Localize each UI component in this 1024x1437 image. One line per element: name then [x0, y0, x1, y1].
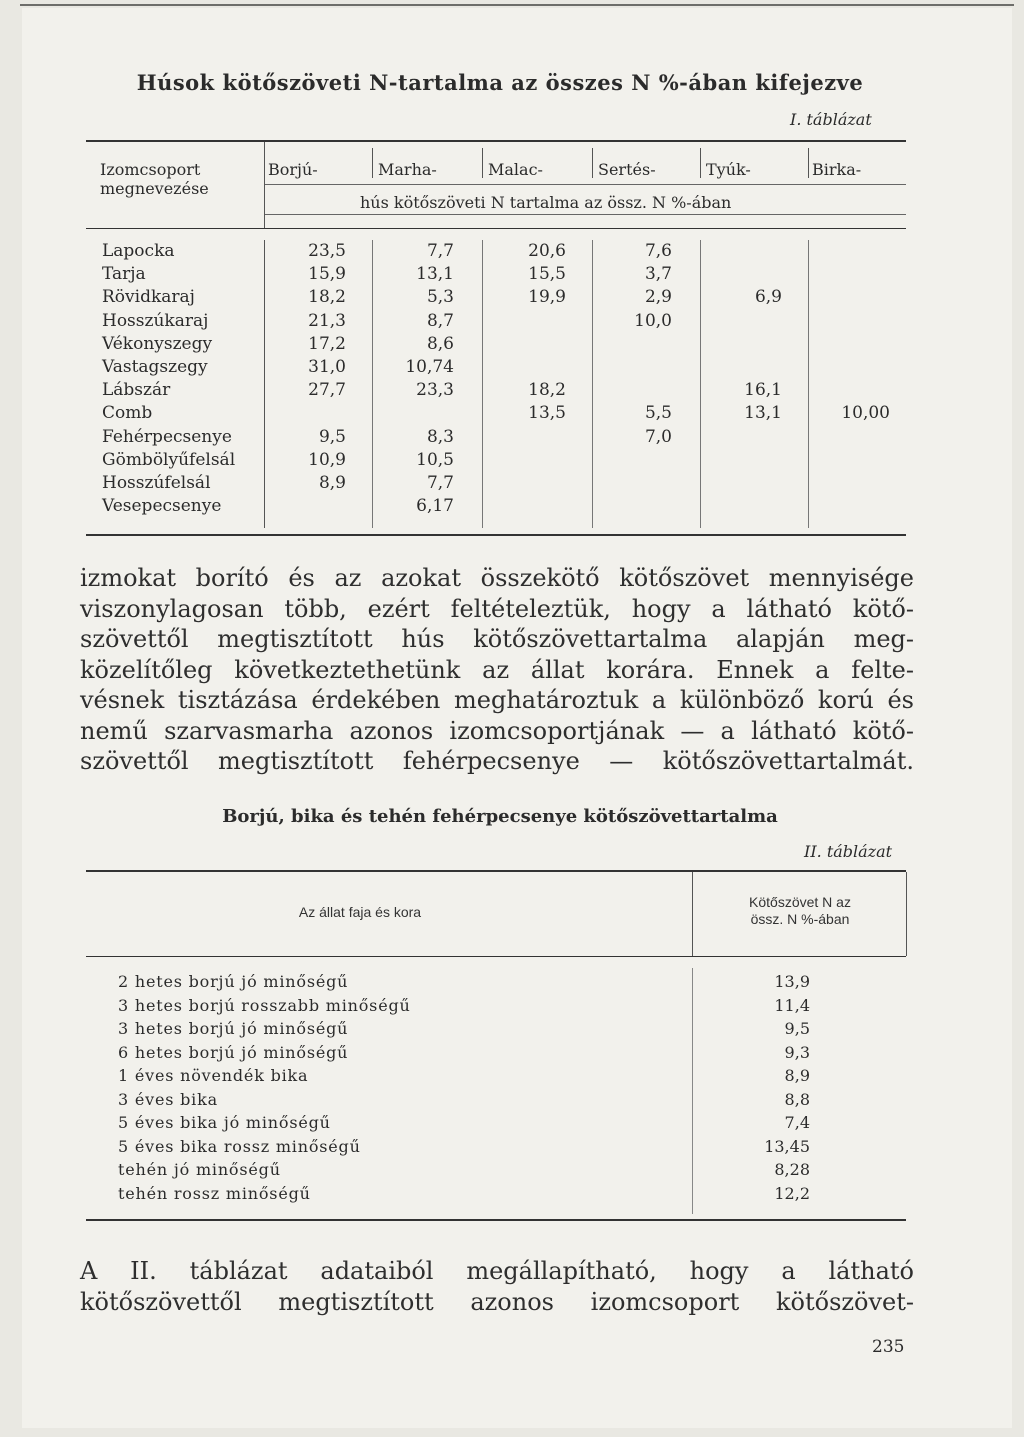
table1-row-label: Comb [102, 403, 153, 424]
table1-cell: 31,0 [308, 357, 346, 377]
table2-row-label: 2 hetes borjú jó minőségű [118, 972, 349, 991]
table1-rowheader: Izomcsoport megnevezése [100, 160, 209, 198]
vline [592, 148, 593, 178]
paragraph-line: szövettől megtisztított fehérpecsenye — kötőszövettartalmát. [80, 747, 914, 775]
vline [700, 240, 701, 528]
table1-cell: 8,6 [426, 333, 454, 354]
page-number: 235 [872, 1337, 905, 1357]
table1-cell: 23,5 [308, 241, 346, 261]
paragraph-line: viszonylagosan több, ezért feltételeztük, hogy a látható kötő- [80, 594, 914, 623]
table1-cell: 5,5 [644, 403, 672, 424]
table2-row-label: 5 éves bika jó minőségű [118, 1113, 331, 1132]
vline [592, 240, 593, 528]
col-header-borju: Borjú- [268, 160, 318, 179]
table2-row-label: 3 hetes borjú jó minőségű [118, 1019, 349, 1038]
table1-cell: 5,3 [426, 287, 454, 308]
table1-subheader-rule-2 [264, 214, 906, 215]
table2-row-value: 13,45 [764, 1136, 810, 1156]
vline [372, 240, 373, 528]
table2-row-label: 6 hetes borjú jó minőségű [118, 1042, 349, 1062]
table1-row-label: Rövidkaraj [102, 287, 195, 308]
table1-cell: 17,2 [308, 333, 346, 354]
table1-cell: 3,7 [644, 264, 672, 285]
vline [482, 240, 483, 528]
table1-cell: 6,9 [754, 287, 782, 308]
table1-cell: 16,1 [744, 380, 782, 401]
table2-row-label: 3 éves bika [118, 1089, 218, 1109]
table2-caption: II. táblázat [804, 842, 893, 861]
table1-top-rule [86, 140, 906, 142]
table2-row-label: 1 éves növendék bika [118, 1066, 309, 1085]
table1-bottom-rule [86, 534, 906, 536]
table1-cell: 9,5 [318, 426, 346, 447]
table2-col2-header-line1: Kötőszövet N az [749, 894, 851, 910]
table2-row-value: 13,9 [774, 972, 810, 991]
paragraph-line: izmokat borító és az azokat összekötő kötőszövet mennyisége [80, 564, 914, 592]
table1-row-label: Tarja [102, 264, 146, 285]
table1-row-label: Hosszúkaraj [102, 310, 209, 331]
paragraph-2 [80, 1256, 914, 1317]
table2-top-rule [86, 870, 906, 872]
table2-row-value: 8,28 [774, 1160, 810, 1179]
vline [808, 240, 809, 528]
table1-subheader-rule [264, 184, 906, 185]
table2-row-value: 9,5 [784, 1019, 810, 1038]
table2-title: Borjú, bika és tehén fehérpecsenye kötőszövettartalma [222, 806, 778, 827]
table1-cell: 18,2 [308, 287, 346, 308]
paragraph-line: A II. táblázat adataiból megállapítható, hogy a látható [80, 1257, 914, 1285]
table1-cell: 10,0 [634, 310, 672, 331]
table1-cell: 6,17 [416, 496, 454, 517]
table2-row-value: 9,3 [784, 1042, 810, 1062]
table1-cell: 15,9 [308, 264, 346, 285]
table1-header-rule [86, 228, 906, 229]
table2-row-label: 5 éves bika rossz minőségű [118, 1136, 361, 1156]
paragraph-line: vésnek tisztázása érdekében meghatároztuk a különböző korú és [80, 686, 914, 714]
table1-cell: 10,5 [416, 449, 454, 470]
table1-row-label: Vastagszegy [102, 357, 208, 377]
table1-cell: 13,5 [528, 403, 566, 424]
paragraph-line: kötőszövettől megtisztított azonos izomcsoport kötőszövet- [80, 1287, 914, 1316]
table1-subheader: hús kötőszöveti N tartalma az össz. N %-ában [360, 193, 732, 212]
col-header-malac: Malac- [488, 160, 543, 179]
table1-cell: 19,9 [528, 287, 566, 308]
paragraph-1 [80, 563, 914, 777]
table2-bottom-rule [86, 1219, 906, 1221]
col-header-tyuk: Tyúk- [706, 160, 751, 179]
paragraph-line: szövettől megtisztított hús kötőszövettartalma alapján meg- [80, 625, 914, 653]
table1-row-label: Lábszár [102, 380, 171, 401]
vline [808, 148, 809, 178]
table1-row-label: Hosszúfelsál [102, 473, 211, 493]
table1-cell: 20,6 [528, 241, 566, 261]
table1-cell: 27,7 [308, 380, 346, 401]
table2-header-rule [86, 956, 906, 957]
top-border-line [20, 4, 1014, 6]
table1-cell: 23,3 [416, 380, 454, 401]
table2-row-value: 7,4 [784, 1113, 810, 1132]
table2-row-value: 12,2 [774, 1183, 810, 1203]
table1-cell: 21,3 [308, 310, 346, 331]
table1-row-label: Gömbölyűfelsál [102, 449, 236, 470]
vline [906, 872, 907, 956]
vline [692, 968, 693, 1214]
table2-row-label: tehén jó minőségű [118, 1160, 281, 1179]
table2-col1-header: Az állat faja és kora [298, 904, 422, 920]
table2-row-value: 8,8 [784, 1089, 810, 1109]
vline [264, 142, 265, 228]
table1-cell: 15,5 [528, 264, 566, 285]
table1-cell: 8,3 [426, 426, 454, 447]
table1-cell: 13,1 [416, 264, 454, 285]
table1-cell: 10,74 [405, 357, 454, 377]
table2-col2-header-line2: össz. N %-ában [750, 911, 850, 927]
vline [264, 240, 265, 528]
paragraph-line: közelítőleg következtethetünk az állat korára. Ennek a felte- [80, 655, 914, 684]
table1-row-label: Lapocka [102, 241, 175, 261]
paragraph-line: nemű szarvasmarha azonos izomcsoportjának — a látható kötő- [80, 716, 914, 745]
table1-cell: 8,9 [318, 473, 346, 493]
table1-cell: 7,7 [426, 241, 454, 261]
table2-row-value: 11,4 [774, 995, 810, 1015]
table1-cell: 13,1 [744, 403, 782, 424]
table1-cell: 18,2 [528, 380, 566, 401]
table1-cell: 8,7 [426, 310, 454, 331]
col-header-sertes: Sertés- [598, 160, 656, 179]
table1-cell: 7,0 [644, 426, 672, 447]
col-header-marha: Marha- [378, 160, 437, 179]
table1-row-label: Vesepecsenye [102, 496, 222, 517]
table2-row-label: tehén rossz minőségű [118, 1183, 311, 1203]
table1-cell: 7,7 [426, 473, 454, 493]
table1-cell: 7,6 [644, 241, 672, 261]
vline [482, 148, 483, 178]
table1-cell: 10,00 [841, 403, 890, 424]
table1-caption: I. táblázat [790, 110, 872, 129]
vline [372, 148, 373, 178]
vline [700, 148, 701, 178]
col-header-birka: Birka- [812, 160, 862, 179]
table1-row-label: Vékonyszegy [102, 333, 213, 354]
vline [692, 872, 693, 956]
table1-title: Húsok kötőszöveti N-tartalma az összes N %-ában kifejezve [136, 70, 864, 95]
table1-cell: 10,9 [308, 449, 346, 470]
table1-cell: 2,9 [644, 287, 672, 308]
table2-row-label: 3 hetes borjú rosszabb minőségű [118, 995, 411, 1015]
table2-row-value: 8,9 [784, 1066, 810, 1085]
table1-row-label: Fehérpecsenye [102, 426, 232, 447]
